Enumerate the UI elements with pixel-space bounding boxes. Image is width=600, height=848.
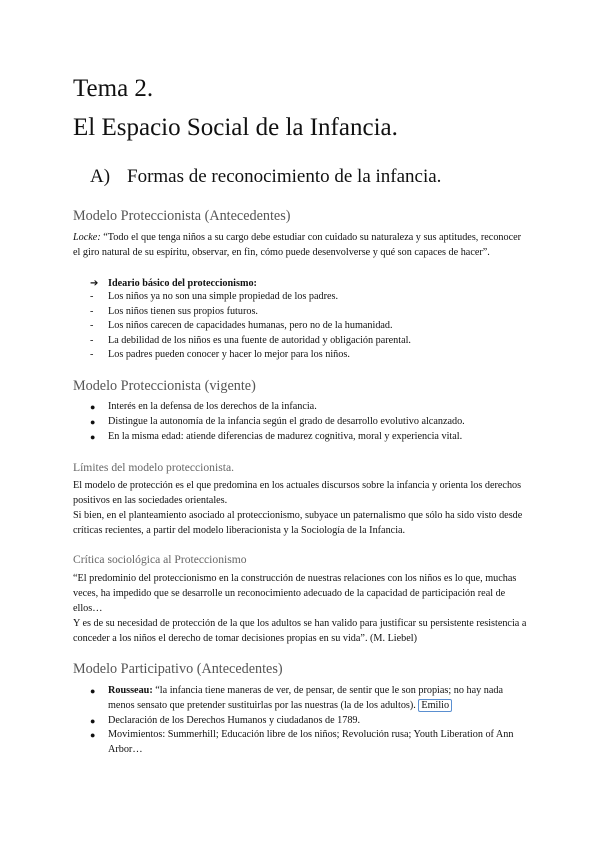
bullet-icon: ● bbox=[90, 686, 96, 696]
list-item bbox=[90, 348, 530, 363]
locke-quote bbox=[73, 230, 528, 260]
list-item bbox=[90, 334, 530, 349]
heading-modelo-participativo: Modelo Participativo (Antecedentes) bbox=[73, 661, 283, 677]
section-a-heading bbox=[90, 165, 441, 189]
list-item bbox=[90, 415, 520, 430]
section-a-letter: A) bbox=[90, 166, 111, 187]
list-item bbox=[90, 728, 520, 758]
bullet-icon: ● bbox=[90, 730, 96, 741]
ideario-list bbox=[90, 290, 530, 363]
list-item bbox=[90, 400, 520, 415]
ideario-label: Ideario básico del proteccionismo: bbox=[108, 278, 257, 289]
limites-paragraph-1: El modelo de protección es el que predomina en los actuales discursos sobre la infancia y orienta los derechos positivos en las sociedades orientales. bbox=[73, 480, 522, 506]
list-item-text: En la misma edad: atiende diferencias de madurez cognitiva, moral y experiencia vital. bbox=[108, 430, 463, 442]
critica-paragraph-1: “El predominio del proteccionismo en la construcción de nuestras relaciones con los niños es lo que, muchas veces, ha impedido que se desarrolle un reconocimiento adecuado de la capacidad de participación real de ellos… bbox=[73, 573, 517, 614]
list-item bbox=[90, 290, 530, 305]
emilio-link[interactable]: Emilio bbox=[418, 699, 452, 712]
list-item-text: Los niños carecen de capacidades humanas, pero no de la humanidad. bbox=[108, 320, 393, 332]
bullet-icon: ● bbox=[90, 416, 96, 427]
limites-paragraph-2: Si bien, en el planteamiento asociado al proteccionismo, subyace un paternalismo que sólo ha sido visto desde críticas recientes, a partir del modelo liberacionista y la Sociología de la Infancia. bbox=[73, 510, 523, 536]
document-title-line1: Tema 2. bbox=[73, 75, 154, 102]
limites-body bbox=[73, 478, 528, 538]
heading-modelo-proteccionista-antecedentes: Modelo Proteccionista (Antecedentes) bbox=[73, 208, 291, 224]
bullet-icon: ● bbox=[90, 431, 96, 442]
list-item-text: Los niños tienen sus propios futuros. bbox=[108, 305, 258, 317]
rousseau-text: “la infancia tiene maneras de ver, de pensar, de sentir que le son propias; no hay nada menos sensato que pretender sustituirlas por las nuestras (la de los adultos). bbox=[108, 685, 503, 711]
list-item-text: Los niños ya no son una simple propiedad de los padres. bbox=[108, 291, 339, 302]
dash-mark: - bbox=[90, 291, 94, 302]
participativo-list bbox=[90, 684, 520, 758]
heading-critica: Crítica sociológica al Proteccionismo bbox=[73, 553, 247, 566]
list-item-text: Interés en la defensa de los derechos de la infancia. bbox=[108, 401, 317, 412]
list-item-text: La debilidad de los niños es una fuente de autoridad y obligación parental. bbox=[108, 334, 411, 346]
list-item bbox=[90, 305, 530, 320]
bullet-icon: ● bbox=[90, 715, 96, 726]
list-item-text: Movimientos: Summerhill; Educación libre de los niños; Revolución rusa; Youth Liberation of Ann Arbor… bbox=[108, 729, 514, 756]
list-item-text: Declaración de los Derechos Humanos y ciudadanos de 1789. bbox=[108, 714, 361, 726]
document-title-line2: El Espacio Social de la Infancia. bbox=[73, 114, 398, 141]
bullet-icon: ● bbox=[90, 402, 96, 412]
dash-mark: - bbox=[90, 334, 94, 346]
dash-mark: - bbox=[90, 320, 94, 332]
critica-paragraph-2: Y es de su necesidad de protección de la que los adultos se han valido para justificar su persistente resistencia a conceder a los niños el derecho de tomar decisiones propias en su vida”. (M. Liebel) bbox=[73, 618, 527, 644]
list-item-text: Distingue la autonomía de la infancia según el grado de desarrollo evolutivo alcanzado. bbox=[108, 415, 465, 427]
list-item bbox=[90, 714, 520, 729]
list-item bbox=[90, 684, 520, 714]
section-a-title: Formas de reconocimiento de la infancia. bbox=[127, 166, 442, 187]
list-item bbox=[90, 319, 530, 334]
vigente-list bbox=[90, 400, 520, 444]
quote-author: Locke: bbox=[73, 232, 101, 243]
heading-limites: Límites del modelo proteccionista. bbox=[73, 461, 234, 474]
critica-body bbox=[73, 571, 528, 646]
ideario-item bbox=[90, 276, 257, 291]
list-item-text: Los padres pueden conocer y hacer lo mejor para los niños. bbox=[108, 349, 350, 361]
dash-mark: - bbox=[90, 305, 94, 317]
quote-text: “Todo el que tenga niños a su cargo debe estudiar con cuidado su naturaleza y sus aptitudes, reconocer el giro natural de su espíritu, observar, en fin, cómo puede desenvolverse y qué son capaces de hacer”. bbox=[73, 232, 522, 258]
list-item bbox=[90, 430, 520, 445]
arrow-right-icon: ➔ bbox=[90, 278, 99, 289]
rousseau-label: Rousseau: bbox=[108, 685, 153, 696]
heading-modelo-proteccionista-vigente: Modelo Proteccionista (vigente) bbox=[73, 378, 256, 394]
dash-mark: - bbox=[90, 349, 94, 361]
